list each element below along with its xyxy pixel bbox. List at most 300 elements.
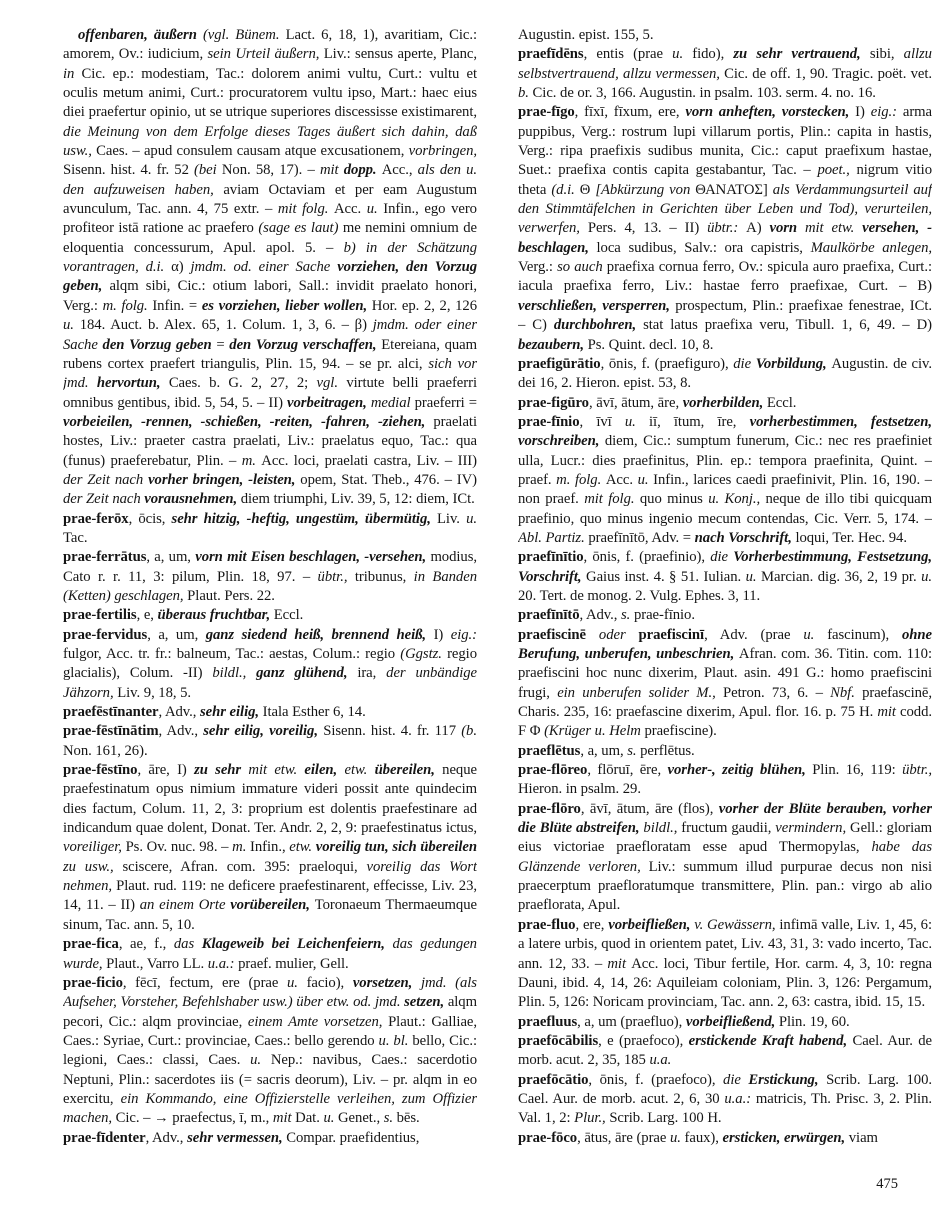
text-segment: mit etw.: [248, 762, 305, 779]
headword: prae-fluo: [518, 916, 576, 933]
text-segment: Plaut. rud. 119: ne deficere praefestinarent, effecisse, Liv. 23, 14, 11. – II): [63, 878, 477, 914]
text-segment: m.: [232, 839, 251, 856]
text-segment: bezaubern,: [518, 336, 588, 353]
text-segment: Acc.: [333, 201, 367, 218]
text-segment: alqm sibi, Cic.: otium labori, Sall.: invidit praelato honori, Verg.:: [63, 278, 477, 314]
text-segment: praef. mulier, Gell.: [238, 955, 349, 972]
text-segment: an einem Orte: [139, 897, 231, 914]
text-segment: iī, ītum, īre,: [649, 413, 750, 430]
text-segment: , Adv. (prae: [704, 626, 804, 643]
text-segment: die: [710, 549, 734, 566]
text-segment: vorausnehmen,: [144, 491, 241, 508]
text-segment: , ātus, āre (prae: [577, 1129, 670, 1146]
text-segment: u.: [466, 510, 477, 527]
text-segment: ohne Berufung, unberufen, unbeschrien,: [518, 626, 932, 662]
text-segment: viam: [848, 1129, 878, 1146]
headword: praefīnītio: [518, 549, 584, 566]
text-segment: Scrib. Larg. 100. Cael. Aur. de morb. acut. 2, 6, 30: [518, 1071, 932, 1107]
text-segment: u.: [624, 413, 650, 430]
dictionary-entry: [518, 413, 932, 548]
text-segment: Non. 161, 26).: [63, 742, 148, 759]
text-segment: bēs.: [396, 1110, 420, 1127]
text-segment: s.: [621, 607, 634, 624]
headword: praefōcātio: [518, 1071, 589, 1088]
headword: praefiscinī: [638, 626, 705, 643]
text-segment: sehr vermessen,: [187, 1129, 287, 1146]
text-segment: mit: [607, 955, 632, 972]
text-segment: nach Vorschrift,: [694, 529, 796, 546]
text-segment: infimā valle, Liv. 1, 45, 6: a latere urbis, quod in orientem patet, Liv. 43, 31, 3: vado incerto, Tac. ann. 12, 33. –: [518, 916, 932, 972]
text-segment: u.: [669, 1129, 685, 1146]
text-segment: Eccl.: [273, 607, 304, 624]
text-segment: s.: [383, 1110, 397, 1127]
text-segment: prospectum, Plin.: praefixae fenestrae, ICt. – C): [518, 297, 932, 334]
text-segment: vorher-, zeitig blühen,: [667, 762, 813, 779]
text-segment: Plaut., Varro LL.: [106, 955, 208, 972]
text-segment: me nemini omnium de eloquentia concessurum, Apul. apol. 5. –: [63, 220, 477, 256]
text-segment: [Abkürzung von: [595, 181, 696, 198]
text-segment: Erstickung,: [748, 1071, 827, 1088]
headword: prae-flōreo: [518, 762, 588, 779]
text-segment: mit folg.: [584, 491, 640, 508]
text-segment: Caes. b. G. 2, 27, 2;: [168, 375, 317, 392]
text-segment: u.: [921, 568, 932, 585]
text-segment: m.: [241, 452, 262, 469]
text-segment: u. bl.: [378, 1032, 413, 1049]
text-segment: , e,: [136, 607, 158, 624]
text-segment: (bei: [194, 162, 222, 179]
text-segment: sehr hitzig, -heftig, ungestüm, übermütig,: [171, 510, 438, 527]
text-segment: arma puppibus, Verg.: rostrum lupi villarum portis, Plin.: capita in hastis, Verg.: ripa praefixis sudibus munita, Cic.: caput praefixum hastae, Suet.: praefixa contis capita gestabantur, Tac. –: [518, 104, 932, 179]
text-segment: sibi,: [869, 46, 904, 63]
text-segment: der unbändige Jähzorn,: [63, 665, 477, 701]
headword: prae-fīdenter: [63, 1129, 146, 1146]
text-segment: Tac.: [63, 529, 88, 546]
text-segment: (Krüger u. Helm: [544, 723, 645, 740]
text-segment: Cic. – → praefectus, ī, m.,: [115, 1110, 273, 1127]
text-segment: , ae, f.,: [118, 936, 174, 953]
dictionary-entry: [518, 761, 932, 800]
text-segment: voreilig tun, sich übereilen: [315, 839, 477, 856]
dictionary-entry: [518, 916, 932, 1013]
text-segment: Hieron. in psalm. 29.: [518, 781, 641, 798]
text-segment: (d.i.: [551, 181, 580, 198]
text-segment: vorher der Blüte berauben, vorher die Blüte abstreifen,: [518, 800, 932, 837]
headword: prae-fica: [63, 936, 119, 953]
text-segment: Sisenn. hist. 4. fr. 117: [323, 723, 462, 740]
text-segment: u.: [637, 471, 654, 488]
dictionary-entry: [63, 626, 477, 703]
text-segment: Plaut.: Galliae, Caes.: Syriae, Curt.: provinciae, Caes.: bello gerendo: [63, 1013, 477, 1049]
text-segment: , ōnis, f. (praefoco),: [588, 1071, 724, 1088]
text-segment: alqm pecori, Cic.: alqm provinciae,: [63, 994, 477, 1030]
text-segment: durchbohren,: [553, 317, 644, 334]
text-segment: I): [855, 104, 871, 121]
headword: praefīdēns: [518, 46, 584, 63]
text-segment: Scrib. Larg. 100 H.: [609, 1110, 722, 1127]
text-segment: , fīxī, fīxum, ere,: [574, 104, 686, 121]
text-segment: Ps. Quint. decl. 10, 8.: [587, 336, 714, 353]
text-segment: I): [433, 626, 451, 643]
text-segment: zu sehr vertrauend,: [733, 46, 870, 63]
dictionary-entry: [518, 606, 932, 625]
text-segment: , āvī, ātum, āre (flos),: [580, 800, 719, 817]
text-segment: vorbeifließend,: [685, 1013, 779, 1030]
text-segment: das: [173, 936, 202, 953]
text-segment: hervortun,: [96, 375, 169, 392]
text-segment: aviam Octaviam et per eam Augustum avunculum, Tac. ann. 4, 75 extr. –: [63, 181, 477, 218]
entry-continuation: [518, 26, 932, 45]
text-segment: Augustin. epist. 155, 5.: [518, 27, 654, 43]
headword: prae-ficio: [63, 974, 123, 991]
text-segment: praelati hostes, Liv.: praeter castra praelati, Liv.: praelatus equo, Tac.: qua (funus) praeferebatur, Plin. –: [63, 413, 477, 469]
text-segment: , īvī: [579, 413, 625, 430]
text-segment: den Vorzug verschaffen,: [229, 336, 382, 353]
left-column: [63, 26, 477, 1194]
text-segment: Liv. 9, 18, 5.: [117, 684, 192, 701]
text-segment: Liv.: [437, 510, 467, 527]
dictionary-entry: [63, 510, 477, 549]
text-segment: als den u. den aufzuweisen haben,: [63, 162, 477, 198]
text-segment: Petron. 73, 6. –: [723, 684, 831, 701]
text-segment: u.: [366, 201, 384, 218]
text-segment: b) in der Schätzung vorantragen, d.i.: [63, 239, 477, 276]
dictionary-entry: [63, 935, 477, 974]
text-segment: Plaut. Pers. 22.: [187, 587, 275, 604]
text-segment: voreilig das Wort nehmen,: [63, 858, 477, 895]
text-segment: u.: [745, 568, 762, 585]
text-segment: 20. Tert. de monog. 2. Vulg. Ephes. 3, 11.: [518, 587, 761, 604]
headword: prae-fōco: [518, 1129, 578, 1146]
text-segment: sehr eilig,: [200, 704, 263, 721]
text-segment: Itala Esther 6, 14.: [262, 704, 366, 721]
text-segment: , ōcis,: [128, 510, 172, 527]
text-segment: Infin.,: [250, 839, 290, 856]
text-segment: Plin. 16, 119:: [812, 762, 903, 779]
text-segment: bello, Cic.: legioni, Caes.: classi, Caes.: [63, 1032, 477, 1069]
text-segment: u.: [250, 1052, 271, 1069]
text-segment: , a, um,: [147, 626, 206, 643]
text-segment: (vgl. Bünem.: [202, 27, 286, 43]
text-segment: Klageweib bei Leichenfeiern,: [201, 936, 393, 953]
dictionary-entry: [518, 626, 932, 742]
headword: prae-fīnio: [518, 413, 580, 430]
text-segment: , ere,: [575, 916, 609, 933]
text-segment: m. folg.: [556, 471, 606, 488]
text-segment: etw.: [289, 839, 316, 856]
right-column: [518, 26, 932, 1194]
text-segment: vorbeifließen,: [608, 916, 695, 933]
text-segment: Nbf.: [830, 684, 863, 701]
text-segment: Pers. 4, 13. – II): [587, 220, 708, 237]
text-segment: Vorherbestimmung, Festsetzung, Vorschrift,: [518, 549, 932, 585]
text-segment: übtr.:: [707, 220, 747, 237]
dictionary-entry: [63, 606, 477, 625]
text-segment: fructum gaudii,: [681, 820, 776, 837]
text-segment: vorsetzen,: [352, 974, 421, 991]
text-segment: vorbeieilen, -rennen, -schießen, -reiten, -fahren, -ziehen,: [63, 413, 434, 430]
text-segment: u.: [672, 46, 693, 63]
text-segment: sich vor jmd.: [63, 355, 477, 392]
text-segment: diem triumphi, Liv. 39, 5, 12: diem, ICt.: [240, 491, 475, 508]
text-segment: fulgor, Acc. tr. fr.: balneum, Tac.: aestas, Colum.: regio: [63, 646, 401, 662]
entry-continuation: [63, 26, 477, 510]
text-segment: u.: [287, 974, 307, 991]
headword: prae-fēstīnātim: [63, 723, 159, 740]
text-segment: Liv.: summum illud purpurae decus non nisi praecerptum praefloratumque transmittere, Plin. pan.: virgo ab alio praeflorata, Apul.: [518, 858, 932, 914]
dictionary-entry: [518, 1071, 932, 1129]
text-segment: , ōnis, f. (praefinio),: [583, 549, 711, 566]
text-segment: medial: [370, 394, 415, 411]
text-segment: Verg.:: [518, 259, 558, 276]
text-segment: stat latus praefixa veru, Tibull. 1, 6, 49. – D): [643, 317, 932, 334]
text-segment: dopp.: [343, 162, 382, 179]
text-segment: Nep.: navibus, Caes.: sacerdotio Neptuni, Plin.: sacerdotes iis (= sacris deorum), Liv. – pr. alqm in eo exercitu,: [63, 1052, 477, 1107]
text-segment: poet.,: [817, 162, 857, 179]
text-segment: A): [746, 220, 770, 237]
headword: prae-ferōx: [63, 510, 129, 527]
text-segment: faux),: [684, 1129, 723, 1146]
text-segment: ein Kommando, eine Offizierstelle verleihen, zum Offizier machen,: [63, 1090, 477, 1127]
text-segment: fascinum),: [827, 626, 902, 643]
text-segment: Abl. Partiz.: [518, 529, 589, 546]
text-segment: mit: [877, 704, 901, 721]
headword: prae-flōro: [518, 800, 581, 817]
text-segment: Marcian. dig. 36, 2, 19 pr.: [761, 568, 922, 585]
text-segment: praefīnītō, Adv. =: [588, 529, 695, 546]
text-segment: Compar. praefidentius,: [286, 1129, 420, 1146]
text-segment: übtr.,: [317, 568, 355, 585]
text-columns: [63, 26, 932, 1194]
text-segment: voreiliger,: [63, 839, 126, 856]
dictionary-entry: [518, 103, 932, 354]
text-segment: s.: [627, 742, 641, 759]
text-segment: , āvī, ātum, āre,: [588, 394, 683, 411]
headword: praefīnītō: [518, 607, 580, 624]
dictionary-entry: [518, 355, 932, 394]
dictionary-entry: [518, 1013, 932, 1032]
text-segment: , a, um,: [580, 742, 628, 759]
text-segment: ersticken, erwürgen,: [722, 1129, 849, 1146]
text-segment: Infin., larices caedi praefinivit, Plin. 16, 190. – non praef.: [518, 471, 932, 508]
headword: prae-fēstīno: [63, 762, 138, 779]
text-segment: regio glacialis), Colum. -II): [63, 646, 477, 682]
text-segment: zu usw.,: [63, 858, 123, 875]
text-segment: Plin. 19, 60.: [778, 1013, 850, 1030]
text-segment: es vorziehen, lieber wollen,: [201, 297, 372, 314]
text-segment: sciscere, Afran. com. 395: praeloqui,: [122, 858, 367, 875]
text-segment: Liv.: sensus aperte, Planc,: [323, 46, 477, 63]
dictionary-entry: [63, 1129, 477, 1148]
text-segment: quo minus: [639, 491, 709, 508]
text-segment: facio),: [306, 974, 353, 991]
text-segment: bildl.,: [212, 665, 257, 682]
text-segment: vorn anheften, vorstecken,: [685, 104, 856, 121]
text-segment: u.a.: [649, 1052, 672, 1069]
text-segment: jmd. (als Aufseher, Vorsteher, Befehlshaber usw.) über etw. od. jmd.: [63, 974, 477, 1011]
text-segment: ganz siedend heiß, brennend heiß,: [205, 626, 434, 643]
text-segment: bildl.,: [643, 820, 682, 837]
text-segment: in: [63, 65, 82, 82]
text-segment: den Vorzug geben: [102, 336, 217, 353]
dictionary-entry: [63, 548, 477, 606]
text-segment: Afran. com. 36. Titin. com. 110: praefiscini hoc nunc dixerim, Plaut. asin. 491 G.: homo praefiscini frugi,: [518, 646, 932, 701]
text-segment: übtr.,: [902, 762, 932, 779]
dictionary-entry: [518, 742, 932, 761]
dictionary-entry: [63, 722, 477, 761]
text-segment: 184. Auct. b. Alex. 65, 1. Colum. 1, 3, 6. – β): [79, 317, 373, 334]
headword: prae-fīgo: [518, 104, 575, 121]
text-segment: Maulkörbe anlegen,: [810, 239, 932, 256]
text-segment: , a, um (praefluo),: [577, 1013, 686, 1030]
text-segment: übereilen,: [374, 762, 443, 779]
text-segment: Eccl.: [766, 394, 797, 411]
text-segment: praefiscine).: [644, 723, 717, 740]
text-segment: Augustin. de civ. dei 16, 2. Hieron. epist. 53, 8.: [518, 355, 932, 392]
headword: praefōcābilis: [518, 1032, 599, 1049]
text-segment: Ps. Ov. nuc. 98. –: [125, 839, 233, 856]
text-segment: offenbaren, äußern: [78, 27, 203, 43]
text-segment: loca sudibus, Salv.: ora capistris,: [596, 239, 811, 256]
text-segment: jmdm. od. einer Sache: [190, 259, 338, 276]
text-segment: praefascinē, Charis. 235, 16: praefascine dixerim, Apul. flor. 16. p. 75 H.: [518, 684, 932, 721]
text-segment: einem Amte vorsetzen,: [247, 1013, 389, 1030]
text-segment: , Adv.,: [145, 1129, 188, 1146]
text-segment: fido),: [692, 46, 734, 63]
text-segment: Etereiana, quam rubens cortex praefert triangulis, Plin. 15, 94. – se pr. alci,: [63, 336, 477, 372]
text-segment: ganz glühend,: [256, 665, 358, 682]
text-segment: Lact. 6, 18, 1), avaritiam, Cic.: amorem, Ov.: iudicium,: [63, 27, 477, 63]
text-segment: , entis (prae: [583, 46, 673, 63]
text-segment: der Zeit nach: [63, 471, 149, 488]
dictionary-entry: [518, 1032, 932, 1071]
text-segment: mit: [272, 1110, 296, 1127]
text-segment: virtute belli praeferri omnibus gentibus, ibid. 5, 54, 5. – II): [63, 375, 477, 411]
text-segment: , āre, I): [137, 762, 195, 779]
text-segment: , a, um,: [146, 549, 196, 566]
text-segment: praefixa cornua ferro, Ov.: spicula auro praefixa, Curt.: iacula praefixa ferro, Liv.: hastae ferro praefixae, Curt. – B): [518, 259, 932, 295]
text-segment: modius, Cato r. r. 11, 3: pilum, Plin. 18, 97. –: [63, 549, 477, 585]
headword: praefiscinē: [518, 626, 586, 643]
headword: praeflētus: [518, 742, 581, 759]
dictionary-entry: [518, 1129, 932, 1148]
text-segment: vorbringen,: [408, 143, 477, 160]
text-segment: Non. 58, 17). –: [221, 162, 320, 179]
text-segment: u.: [323, 1110, 338, 1127]
headword: prae-fervidus: [63, 626, 148, 643]
text-segment: mit folg.: [277, 201, 334, 218]
text-segment: vorbeitragen,: [287, 394, 371, 411]
headword: prae-ferrātus: [63, 549, 147, 566]
text-segment: Cic. de off. 1, 90. Tragic. poët. vet.: [724, 65, 932, 82]
text-segment: (Ggstz.: [400, 646, 448, 662]
text-segment: , Adv.,: [579, 607, 622, 624]
text-segment: oder: [585, 626, 639, 643]
text-segment: sehr eilig, voreilig,: [203, 723, 324, 740]
text-segment: sein Urteil äußern,: [207, 46, 324, 63]
text-segment: , fēcī, fectum, ere (prae: [122, 974, 288, 991]
text-segment: vorn: [769, 220, 805, 237]
text-segment: Dat.: [295, 1110, 324, 1127]
text-segment: versehen, -beschlagen,: [518, 220, 932, 256]
text-segment: mit etw.: [804, 220, 863, 237]
text-segment: , e (praefoco),: [598, 1032, 689, 1049]
text-segment: Cic. ep.: modestiam, Tac.: dolorem animi vultu, Curt.: vultu et oculis metum animi, Curt.: procuratorem vultu ipso, Mart.: haec eius diei praefertur opinio, ut se utrique superiores discessisse existimarent,: [63, 65, 477, 121]
text-segment: erstickende Kraft habend,: [688, 1032, 853, 1049]
text-segment: Acc.,: [381, 162, 418, 179]
text-segment: u.: [63, 317, 80, 334]
text-segment: u.a.:: [207, 955, 239, 972]
text-segment: , Adv.,: [158, 723, 204, 740]
text-segment: neque praefestinatum opus nimium immature videri possit ante quindecim dies factum, Colum. 11, 2, 3: proprium est dolentis praefestinare ad indicandum quae dolent, Donat. Ter. Andr. 2, 2, 9: praefestinatus ictus,: [63, 762, 477, 837]
text-segment: die: [723, 1071, 749, 1088]
text-segment: allzu selbstvertrauend, allzu vermessen,: [518, 46, 932, 82]
text-segment: habe das Glänzende verloren,: [518, 839, 932, 875]
headword: prae-fertilis: [63, 607, 137, 624]
text-segment: Gell.: gloriam eius victoriae praefloratam esse apud Thermopylas,: [518, 820, 932, 856]
text-segment: vorherbestimmen, festsetzen, vorschreiben,: [518, 413, 932, 450]
text-segment: perflētus.: [640, 742, 695, 759]
text-segment: Infin., ego vero profiteor istā ratione ac praefero: [63, 201, 477, 237]
text-segment: Sisenn. hist. 4. fr. 52: [63, 162, 195, 179]
text-segment: der Zeit nach: [63, 491, 145, 508]
dictionary-entry: [518, 548, 932, 606]
text-segment: , Adv.,: [158, 704, 201, 721]
text-segment: Gaius inst. 4. § 51. Iulian.: [586, 568, 746, 585]
text-segment: b.: [518, 85, 533, 102]
text-segment: Toronaeum Thermaeumque sinum, Tac. ann. 5, 10.: [63, 897, 477, 933]
headword: prae-figūro: [518, 394, 589, 411]
text-segment: vorziehen, den Vorzug geben,: [63, 259, 477, 295]
text-segment: Acc. loci, Tibur fertile, Hor. carm. 4, 3, 10: regna Dauni, ibid. 4, 14, 26: Aquileiam coloniam, Plin. 3, 126: Pergamum, Plin. 5, 126: Noricam provinciam, Tac. ann. 2, 63: castra, ibid. 15, 15.: [518, 955, 932, 1011]
text-segment: das gedungen wurde,: [63, 936, 477, 972]
text-segment: u. Konj.,: [708, 491, 766, 508]
text-segment: Genet.,: [338, 1110, 384, 1127]
text-segment: neque de illo tibi quicquam praefinio, quo minus ingenio mecum contendas, Cic. Verr. 5, 174. –: [518, 491, 932, 527]
text-segment: eilen,: [304, 762, 345, 779]
text-segment: jmdm. oder einer Sache: [63, 317, 477, 353]
text-segment: ΘΑΝΑΤΟΣ]: [695, 181, 773, 198]
text-segment: Vorbildung,: [755, 355, 832, 372]
text-segment: eig.:: [450, 626, 477, 643]
text-segment: Plur.,: [574, 1110, 610, 1127]
text-segment: diem, Cic.: sumptum funerum, Cic.: nec res praefiniet ulla, Lucr.: dies praefinitus, Plin. ep.: tempora praefinita, Quint. – praef.: [518, 433, 932, 488]
text-segment: so auch: [557, 259, 607, 276]
text-segment: zu sehr: [194, 762, 249, 779]
text-segment: Acc.: [605, 471, 638, 488]
text-segment: matricis, Th. Prisc. 3, 2. Plin. Val. 1, 2:: [518, 1090, 932, 1127]
text-segment: verschließen, versperren,: [518, 297, 676, 314]
dictionary-entry: [63, 761, 477, 935]
page-number: 475: [876, 1176, 898, 1192]
text-segment: Cic. de or. 3, 166. Augustin. in psalm. 103. serm. 4. no. 16.: [532, 85, 876, 102]
text-segment: Θ: [579, 181, 596, 198]
text-segment: die: [733, 355, 756, 372]
dictionary-entry: [518, 800, 932, 916]
text-segment: loqui, Ter. Hec. 94.: [795, 529, 907, 546]
text-segment: mit: [319, 162, 344, 179]
dictionary-entry: [518, 394, 932, 413]
text-segment: Hor. ep. 2, 2, 126: [371, 297, 477, 314]
text-segment: u.a.:: [724, 1090, 756, 1107]
dictionary-entry: [518, 45, 932, 103]
text-segment: opem, Stat. Theb., 476. – IV): [300, 471, 477, 488]
text-segment: in Banden (Ketten) geschlagen,: [63, 568, 477, 604]
text-segment: =: [216, 336, 230, 353]
text-segment: vorübereilen,: [230, 897, 315, 914]
text-segment: praeferri =: [414, 394, 477, 411]
text-segment: vorher bringen, -leisten,: [148, 471, 301, 488]
